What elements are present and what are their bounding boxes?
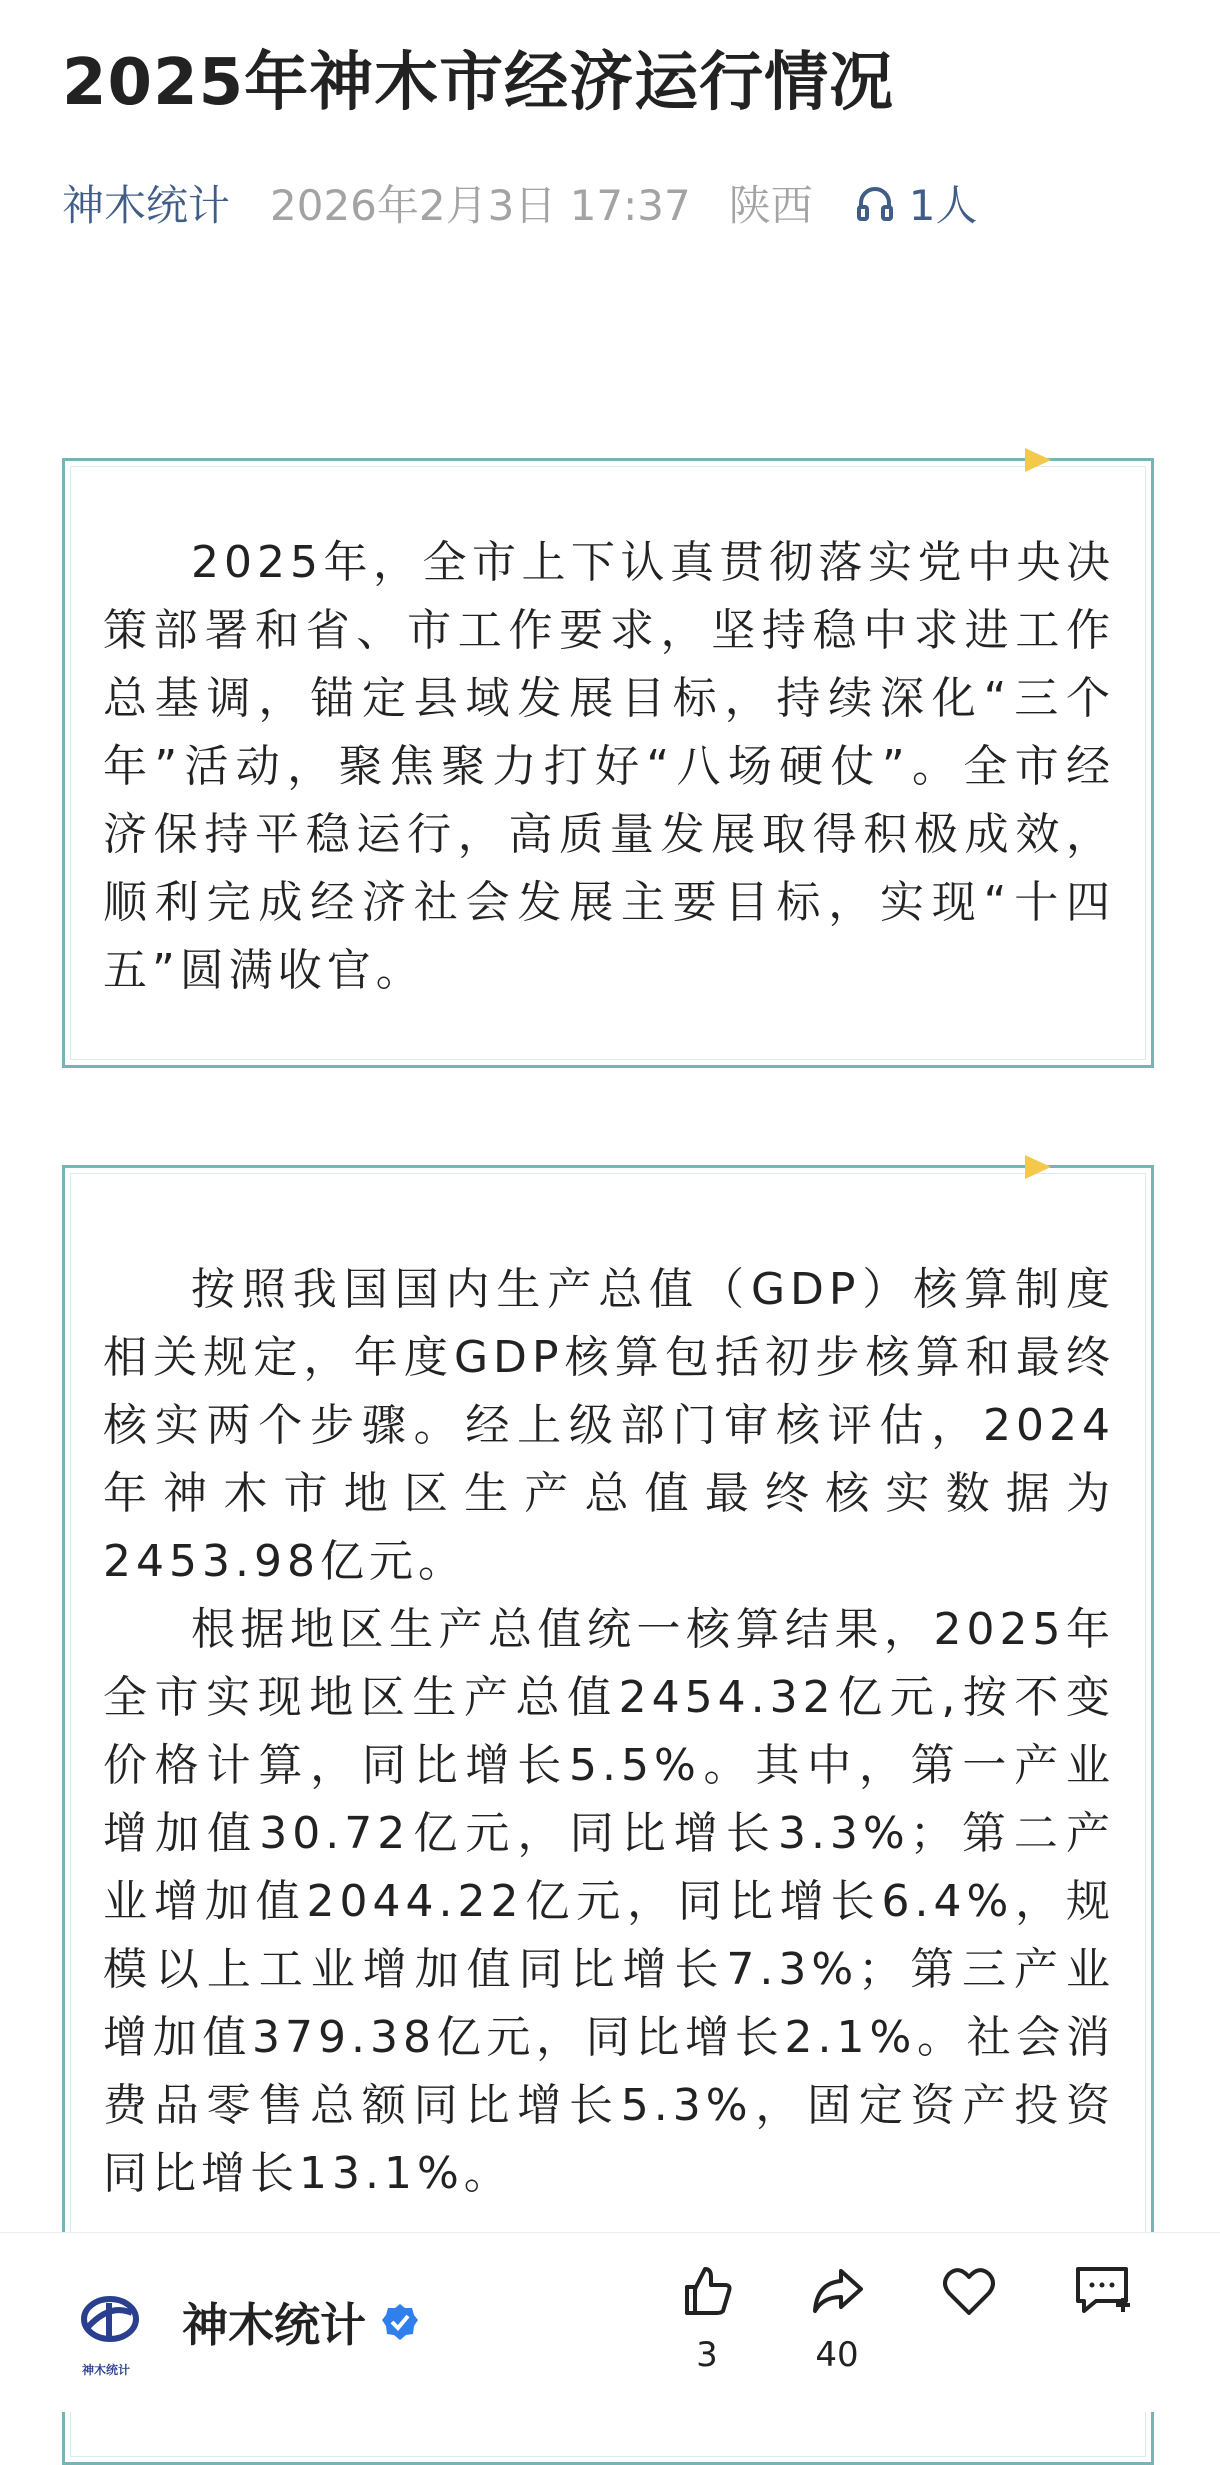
- comment-count: [1058, 2335, 1148, 2379]
- comment-icon: [1072, 2261, 1134, 2321]
- like-button[interactable]: [662, 2261, 752, 2379]
- account-name-text: 神木统计: [182, 2298, 366, 2352]
- share-count: 40: [815, 2335, 859, 2375]
- article-meta: [62, 168, 977, 238]
- favorite-count: [924, 2335, 1014, 2379]
- summary-paragraph: 2025年，全市上下认真贯彻落实党中央决策部署和省、市工作要求，坚持稳中求进工作总基调，锚定县域发展目标，持续深化“三个年”活动，聚焦聚力打好“八场硬仗”。全市经济保持平稳运行，高质量发展取得积极成效，顺利完成经济社会发展主要目标，实现“十四五”圆满收官。: [103, 537, 1115, 996]
- gdp-paragraph-2: 根据地区生产总值统一核算结果，2025年全市实现地区生产总值2454.32亿元,按不变价格计算，同比增长5.5%。其中，第一产业增加值30.72亿元，同比增长3.3%；第二产业增加值2044.22亿元，同比增长6.4%，规模以上工业增加值同比增长7.3%；第三产业增加值379.38亿元，同比增长2.1%。社会消费品零售总额同比增长5.3%，固定资产投资同比增长13.1%。: [103, 1604, 1115, 2199]
- bottom-action-bar: [0, 2232, 1220, 2412]
- gdp-paragraph-1: 按照我国国内生产总值（GDP）核算制度相关规定，年度GDP核算包括初步核算和最终核实两个步骤。经上级部门审核评估，2024年神木市地区生产总值最终核实数据为2453.98亿元。: [103, 1264, 1115, 1587]
- summary-card: [62, 458, 1154, 1068]
- listen-button[interactable]: [855, 173, 978, 233]
- like-count: 3: [696, 2335, 718, 2375]
- account-name[interactable]: [182, 2289, 420, 2355]
- logo-caption: 神木统计: [82, 2363, 131, 2377]
- author-link[interactable]: 神木统计: [62, 181, 231, 230]
- card-marker-icon: [1025, 448, 1051, 472]
- card-marker-icon: [1025, 1155, 1051, 1179]
- share-icon: [807, 2261, 867, 2321]
- publish-date: 2026年2月3日 17:37: [270, 181, 691, 230]
- article-title: 2025年神木市经济运行情况: [62, 46, 895, 120]
- logo[interactable]: [70, 2283, 150, 2363]
- headphones-icon: [855, 183, 895, 223]
- like-icon: [677, 2261, 737, 2321]
- listener-count: 1人: [908, 181, 978, 230]
- verified-icon: [380, 2302, 420, 2342]
- favorite-button[interactable]: [924, 2261, 1014, 2379]
- comment-button[interactable]: [1058, 2261, 1148, 2379]
- region-label: 陕西: [728, 181, 813, 230]
- favorite-icon: [939, 2261, 999, 2321]
- share-button[interactable]: [792, 2261, 882, 2379]
